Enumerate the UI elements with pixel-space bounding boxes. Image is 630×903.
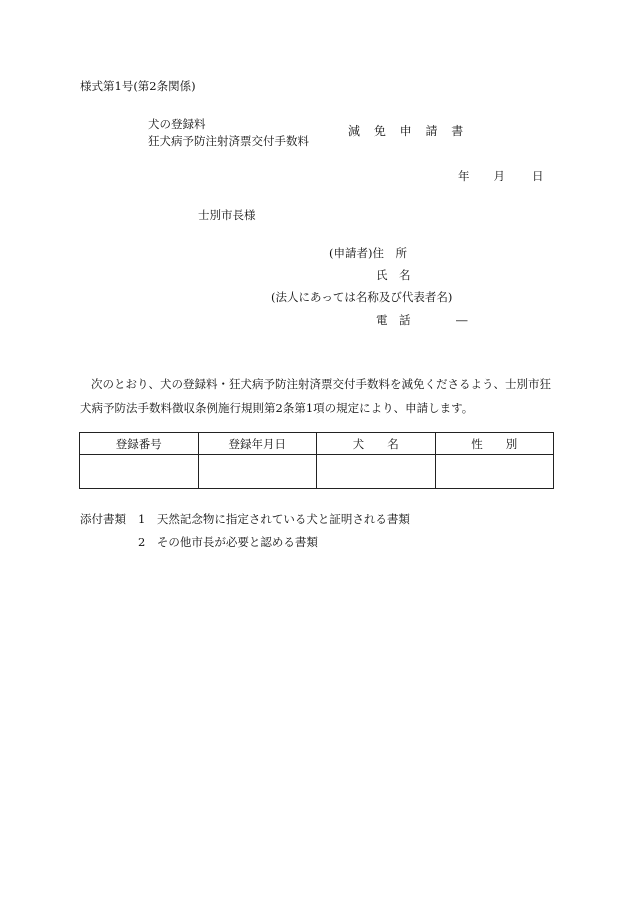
- header-registration-number: 登録番号: [80, 433, 199, 455]
- form-number: 様式第1号(第2条関係): [80, 79, 196, 93]
- addressee: 士別市長様: [198, 208, 256, 222]
- page-title: 減 免 申 請 書: [348, 124, 469, 138]
- cell-registration-date[interactable]: [198, 455, 317, 489]
- attachment-item-1: 1 天然記念物に指定されている犬と証明される書類: [138, 512, 410, 526]
- table-row: [80, 455, 554, 489]
- title-line-rabies-fee: 狂犬病予防注射済票交付手数料: [148, 134, 309, 148]
- date-line: [458, 170, 544, 184]
- header-registration-date: 登録年月日: [198, 433, 317, 455]
- attachment-item-2: 2 その他市長が必要と認める書類: [138, 535, 318, 549]
- applicant-corp-note: (法人にあっては名称及び代表者名): [271, 290, 453, 304]
- applicant-phone-label: 電 話: [376, 313, 411, 327]
- phone-dash: ―: [456, 313, 468, 327]
- attachments-label: 添付書類: [80, 512, 126, 526]
- body-text: 次のとおり、犬の登録料・狂犬病予防注射済票交付手数料を減免くださるよう、士別市狂犬病予防法手数料徴収条例施行規則第2条第1項の規定により、申請します。: [80, 377, 551, 415]
- applicant-address-label: (申請者)住 所: [329, 246, 407, 260]
- cell-sex[interactable]: [435, 455, 554, 489]
- cell-registration-number[interactable]: [80, 455, 199, 489]
- title-fee-names: [148, 116, 309, 150]
- title-line-registration-fee: 犬の登録料: [148, 117, 206, 131]
- date-month: 月: [493, 169, 505, 183]
- cell-dog-name[interactable]: [317, 455, 436, 489]
- header-dog-name: 犬 名: [317, 433, 436, 455]
- header-sex: 性 別: [435, 433, 554, 455]
- dog-info-table: [79, 432, 554, 489]
- applicant-name-label: 氏 名: [376, 268, 411, 282]
- date-year: 年: [458, 169, 470, 183]
- table-header-row: [80, 433, 554, 455]
- date-day: 日: [532, 169, 544, 183]
